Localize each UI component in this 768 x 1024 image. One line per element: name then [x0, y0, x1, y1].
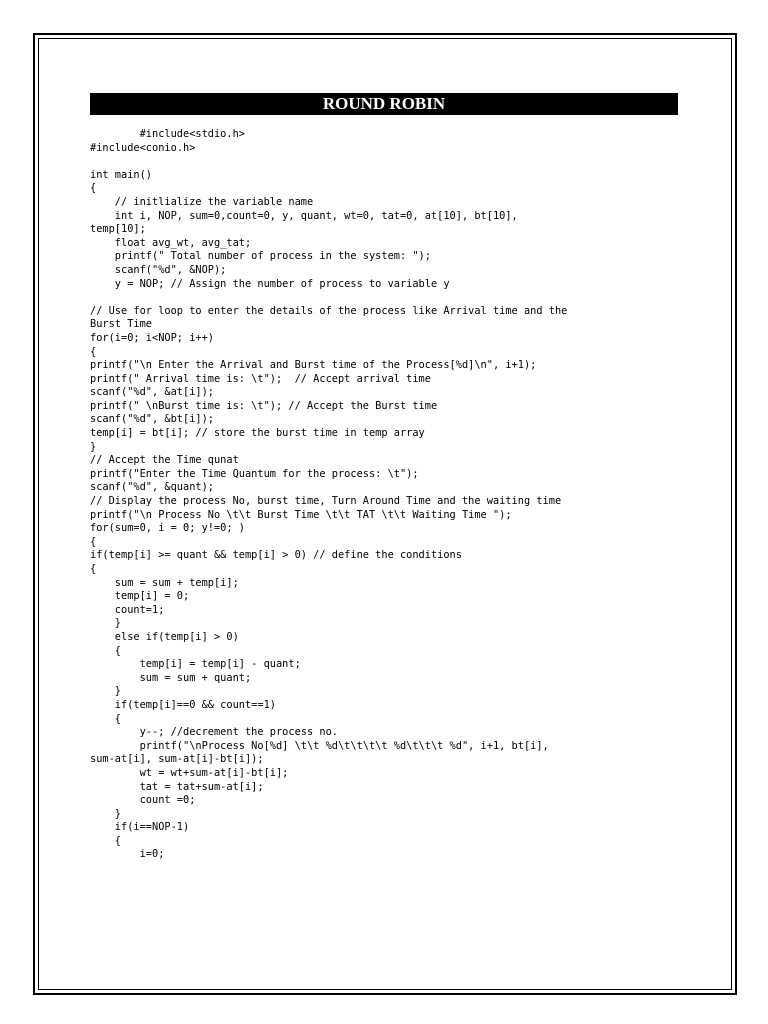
code-line: temp[i] = 0;: [90, 590, 190, 603]
code-line: printf(" Total number of process in the system: ");: [90, 250, 431, 263]
code-line: wt = wt+sum-at[i]-bt[i];: [90, 766, 289, 779]
code-line: temp[10];: [90, 223, 146, 236]
code-line: }: [90, 807, 121, 820]
code-line: y--; //decrement the process no.: [90, 726, 338, 739]
code-line: {: [90, 834, 121, 847]
code-line: {: [90, 345, 97, 358]
code-line: scanf("%d", &quant);: [90, 481, 214, 494]
document-title: ROUND ROBIN: [90, 93, 678, 115]
code-line: count =0;: [90, 794, 196, 807]
code-line: y = NOP; // Assign the number of process to variable y: [90, 277, 450, 290]
code-line: }: [90, 440, 97, 453]
code-line: int main(): [90, 168, 152, 181]
code-line: sum = sum + temp[i];: [90, 576, 239, 589]
code-line: sum-at[i], sum-at[i]-bt[i]);: [90, 753, 264, 766]
code-line: // Display the process No, burst time, Turn Around Time and the waiting time: [90, 495, 562, 508]
code-line: else if(temp[i] > 0): [90, 630, 239, 643]
code-line: float avg_wt, avg_tat;: [90, 236, 252, 249]
code-line: if(temp[i]==0 && count==1): [90, 698, 276, 711]
code-line: #include<stdio.h>: [90, 128, 245, 140]
code-line: // Accept the Time qunat: [90, 454, 239, 467]
code-line: i=0;: [90, 848, 165, 861]
code-line: temp[i] = bt[i]; // store the burst time in temp array: [90, 427, 425, 440]
code-line: printf(" Arrival time is: \t"); // Accept arrival time: [90, 372, 431, 385]
code-line: sum = sum + quant;: [90, 671, 252, 684]
code-line: temp[i] = temp[i] - quant;: [90, 658, 301, 671]
code-line: }: [90, 685, 121, 698]
code-line: printf("Enter the Time Quantum for the process: \t");: [90, 467, 419, 480]
code-line: printf("\n Process No \t\t Burst Time \t\t TAT \t\t Waiting Time ");: [90, 508, 512, 521]
code-line: }: [90, 617, 121, 630]
code-line: #include<conio.h>: [90, 141, 196, 154]
code-line: scanf("%d", &bt[i]);: [90, 413, 214, 426]
code-line: int i, NOP, sum=0,count=0, y, quant, wt=0, tat=0, at[10], bt[10],: [90, 209, 518, 222]
code-line: scanf("%d", &NOP);: [90, 263, 227, 276]
code-line: if(i==NOP-1): [90, 821, 190, 834]
code-line: {: [90, 563, 97, 575]
code-line: count=1;: [90, 603, 165, 616]
code-line: {: [90, 712, 121, 725]
code-line: tat = tat+sum-at[i];: [90, 780, 264, 793]
code-line: {: [90, 644, 121, 657]
code-listing: [90, 128, 690, 862]
code-line: {: [90, 535, 97, 548]
code-line: {: [90, 182, 97, 195]
code-line: Burst Time: [90, 318, 152, 331]
code-line: for(i=0; i<NOP; i++): [90, 331, 214, 344]
code-line: // Use for loop to enter the details of the process like Arrival time and the: [90, 304, 568, 317]
code-line: if(temp[i] >= quant && temp[i] > 0) // define the conditions: [90, 549, 462, 562]
code-line: for(sum=0, i = 0; y!=0; ): [90, 522, 245, 535]
code-line: printf("\n Enter the Arrival and Burst time of the Process[%d]\n", i+1);: [90, 359, 537, 372]
code-line: // initlialize the variable name: [90, 195, 314, 208]
code-line: printf("\nProcess No[%d] \t\t %d\t\t\t\t %d\t\t\t %d", i+1, bt[i],: [90, 739, 549, 752]
code-line: printf(" \nBurst time is: \t"); // Accept the Burst time: [90, 399, 438, 412]
code-line: scanf("%d", &at[i]);: [90, 386, 214, 399]
